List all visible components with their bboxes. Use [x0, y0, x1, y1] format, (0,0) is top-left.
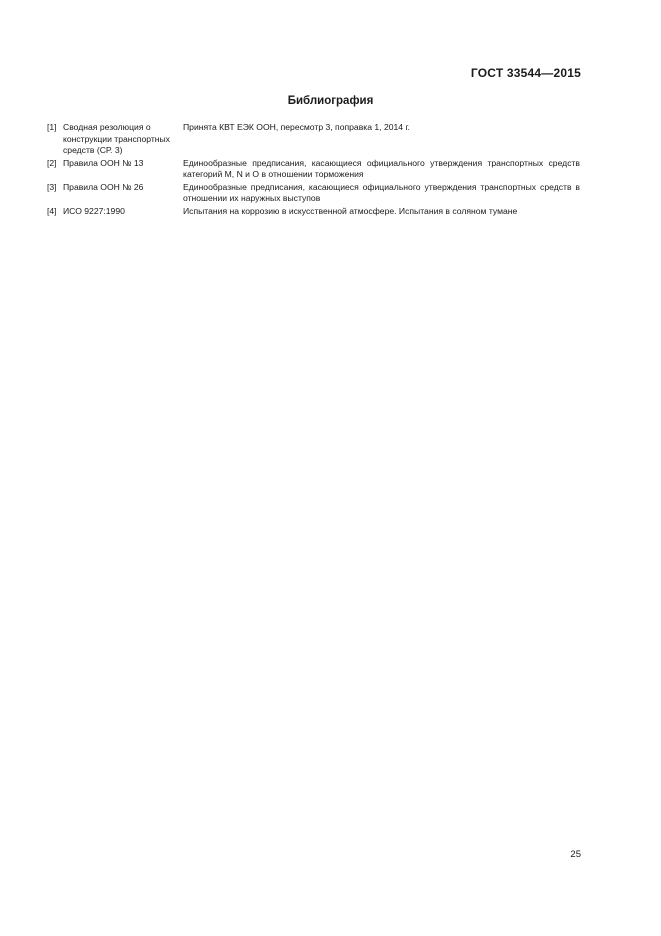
entry-source: Сводная резолюция о конструкции транспортных средств (СР. 3)	[63, 122, 170, 155]
bibliography-entry	[47, 182, 580, 205]
entry-number: [4]	[47, 205, 57, 216]
bibliography-list	[47, 122, 580, 218]
entry-description: Единообразные предписания, касающиеся официального утверждения транспортных средств категорий M, N и O в отношении торможения	[183, 157, 580, 179]
entry-number: [3]	[47, 181, 57, 192]
bibliography-title: Библиография	[287, 95, 374, 107]
entry-source: Правила ООН № 13	[63, 157, 144, 168]
entry-description: Единообразные предписания, касающиеся официального утверждения транспортных средств в отношении их наружных выступов	[183, 181, 580, 203]
page-number: 25	[570, 849, 581, 860]
entry-description: Испытания на коррозию в искусственной атмосфере. Испытания в соляном тумане	[183, 205, 518, 216]
bibliography-entry	[47, 158, 580, 181]
document-code: ГОСТ 33544—2015	[470, 66, 581, 80]
entry-source: Правила ООН № 26	[63, 181, 144, 192]
entry-number: [2]	[47, 157, 57, 168]
entry-number: [1]	[47, 122, 57, 132]
entry-description: Принята КВТ ЕЭК ООН, пересмотр 3, поправка 1, 2014 г.	[183, 122, 410, 132]
bibliography-entry	[47, 122, 580, 157]
bibliography-entry	[47, 206, 580, 218]
entry-source: ИСО 9227:1990	[63, 205, 125, 216]
